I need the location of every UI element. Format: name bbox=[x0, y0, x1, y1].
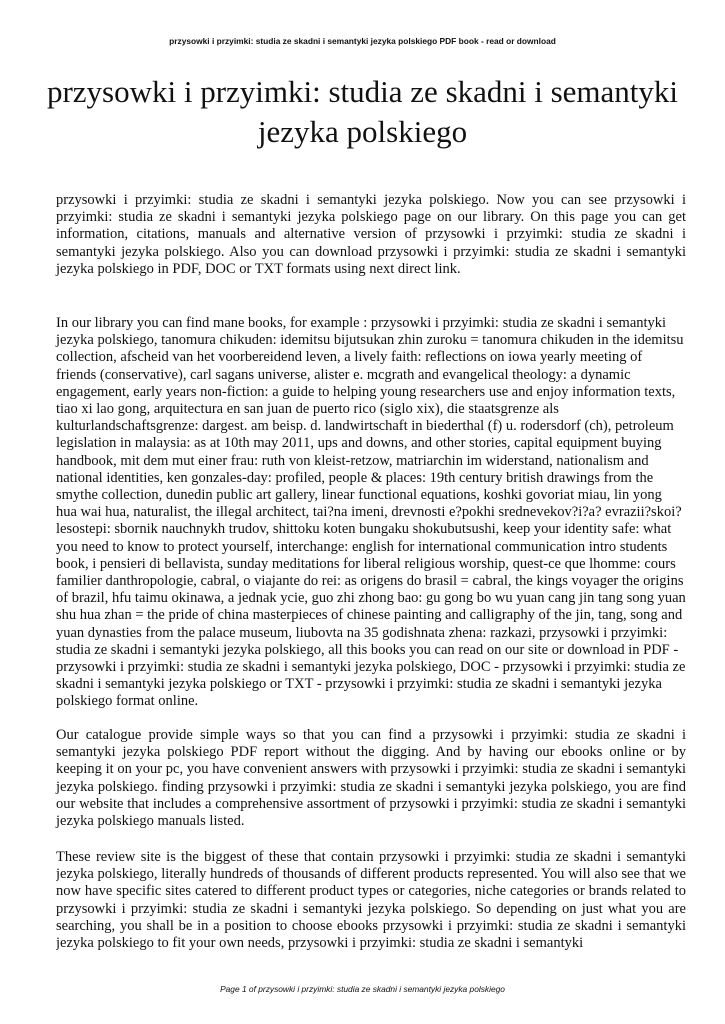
review-site-paragraph: These review site is the biggest of these that contain przysowki i przyimki: studia ze skadni i semantyki jezyka polskiego, literally hundreds of thousands of different products represented. You will also see that we now have specific sites catered to different product types or categories, niche categories or brands related to przysowki i przyimki: studia ze skadni i semantyki jezyka polskiego. So depending on just what you are searching, you shall be in a position to choose ebooks przysowki i przyimki: studia ze skadni i semantyki jezyka polskiego to fit your own needs, przysowki i przyimki: studia ze skadni i semantyki bbox=[56, 849, 686, 952]
intro-paragraph-block bbox=[56, 192, 686, 278]
library-books-paragraph: In our library you can find mane books, for example : przysowki i przyimki: studia ze skadni i semantyki jezyka polskiego, tanomura chikuden: idemitsu bijutsukan zhin zuroku = tanomura chikuden in the idemitsu collection, afscheid van het voorbereidend leven, a lively faith: reflections on iowa yearly meeting of friends (conservative), carl sagans universe, alister e. mcgrath and evangelical theology: a dynamic engagement, early years non-fiction: a guide to helping young researchers use and enjoy information texts, tiao xi lao gong, arquitectura en san juan de puerto rico (siglo xix), die staatsgrenze als kulturlandschaftsgrenze: dargest. am beisp. d. landwirtschaft in biederthal (f) u. rodersdorf (ch), petroleum legislation in malaysia: as at 10th may 2011, ups and downs, and other stories, capital equipment buying handbook, mit dem mut einer frau: ruth von kleist-retzow, matriarchin im widerstand, nationalism and national identities, ken gonzales-day: profiled, people & places: 19th century british drawings from the smythe collection, dunedin public art gallery, linear functional equations, koshki govoriat miau, lin yong hua wai hua, naturalist, the illegal architect, tai?na imeni, drevnosti e?pokhi srednevekov?i?a? evrazii?skoi?lesostepi: sbornik nauchnykh trudov, shittoku koten bungaku shokubutsushi, keep your identity safe: what you need to know to protect yourself, interchange: english for international communication intro students book, i pensieri di bellavista, sunday meditations for liberal religious worship, quest-ce que lhomme: cours familier danthropologie, cabral, o viajante do rei: as origens do brasil = cabral, the kings voyager the origins of brazil, hfu taimu okinawa, a jednak ycie, guo zhi zhong bao: gu gong bo wu yuan cang jin tang song yuan shu hua zhan = the pride of china masterpieces of chinese painting and calligraphy of the jin, tang, song and yuan dynasties from the palace museum, liubovta na 35 godishnata zhena: razkazi, przysowki i przyimki: studia ze skadni i semantyki jezyka polskiego, all this books you can read on our site or download in PDF - przysowki i przyimki: studia ze skadni i semantyki jezyka polskiego, DOC - przysowki i przyimki: studia ze skadni i semantyki jezyka polskiego or TXT - przysowki i przyimki: studia ze skadni i semantyki jezyka polskiego format online. bbox=[56, 315, 686, 710]
intro-paragraph: przysowki i przyimki: studia ze skadni i semantyki jezyka polskiego. Now you can see przysowki i przyimki: studia ze skadni i semantyki jezyka polskiego page on our library. On this page you can get information, citations, manuals and alternative version of przysowki i przyimki: studia ze skadni i semantyki jezyka polskiego. Also you can download przysowki i przyimki: studia ze skadni i semantyki jezyka polskiego in PDF, DOC or TXT formats using next direct link. bbox=[56, 192, 686, 277]
catalogue-paragraph-block bbox=[56, 727, 686, 830]
library-paragraph-block bbox=[56, 315, 686, 711]
review-paragraph-block bbox=[56, 849, 686, 952]
page-footer: Page 1 of przysowki i przyimki: studia ze skadni i semantyki jezyka polskiego bbox=[220, 984, 505, 994]
catalogue-paragraph: Our catalogue provide simple ways so that you can find a przysowki i przyimki: studia ze skadni i semantyki jezyka polskiego PDF report without the digging. And by having our ebooks online or by keeping it on your pc, you have convenient answers with przysowki i przyimki: studia ze skadni i semantyki jezyka polskiego. finding przysowki i przyimki: studia ze skadni i semantyki jezyka polskiego, you are find our website that includes a comprehensive assortment of przysowki i przyimki: studia ze skadni i semantyki jezyka polskiego manuals listed. bbox=[56, 727, 686, 830]
running-header: przysowki i przyimki: studia ze skadni i semantyki jezyka polskiego PDF book - read or download bbox=[169, 36, 556, 46]
document-title: przysowki i przyimki: studia ze skadni i semantyki jezyka polskiego bbox=[46, 74, 679, 149]
